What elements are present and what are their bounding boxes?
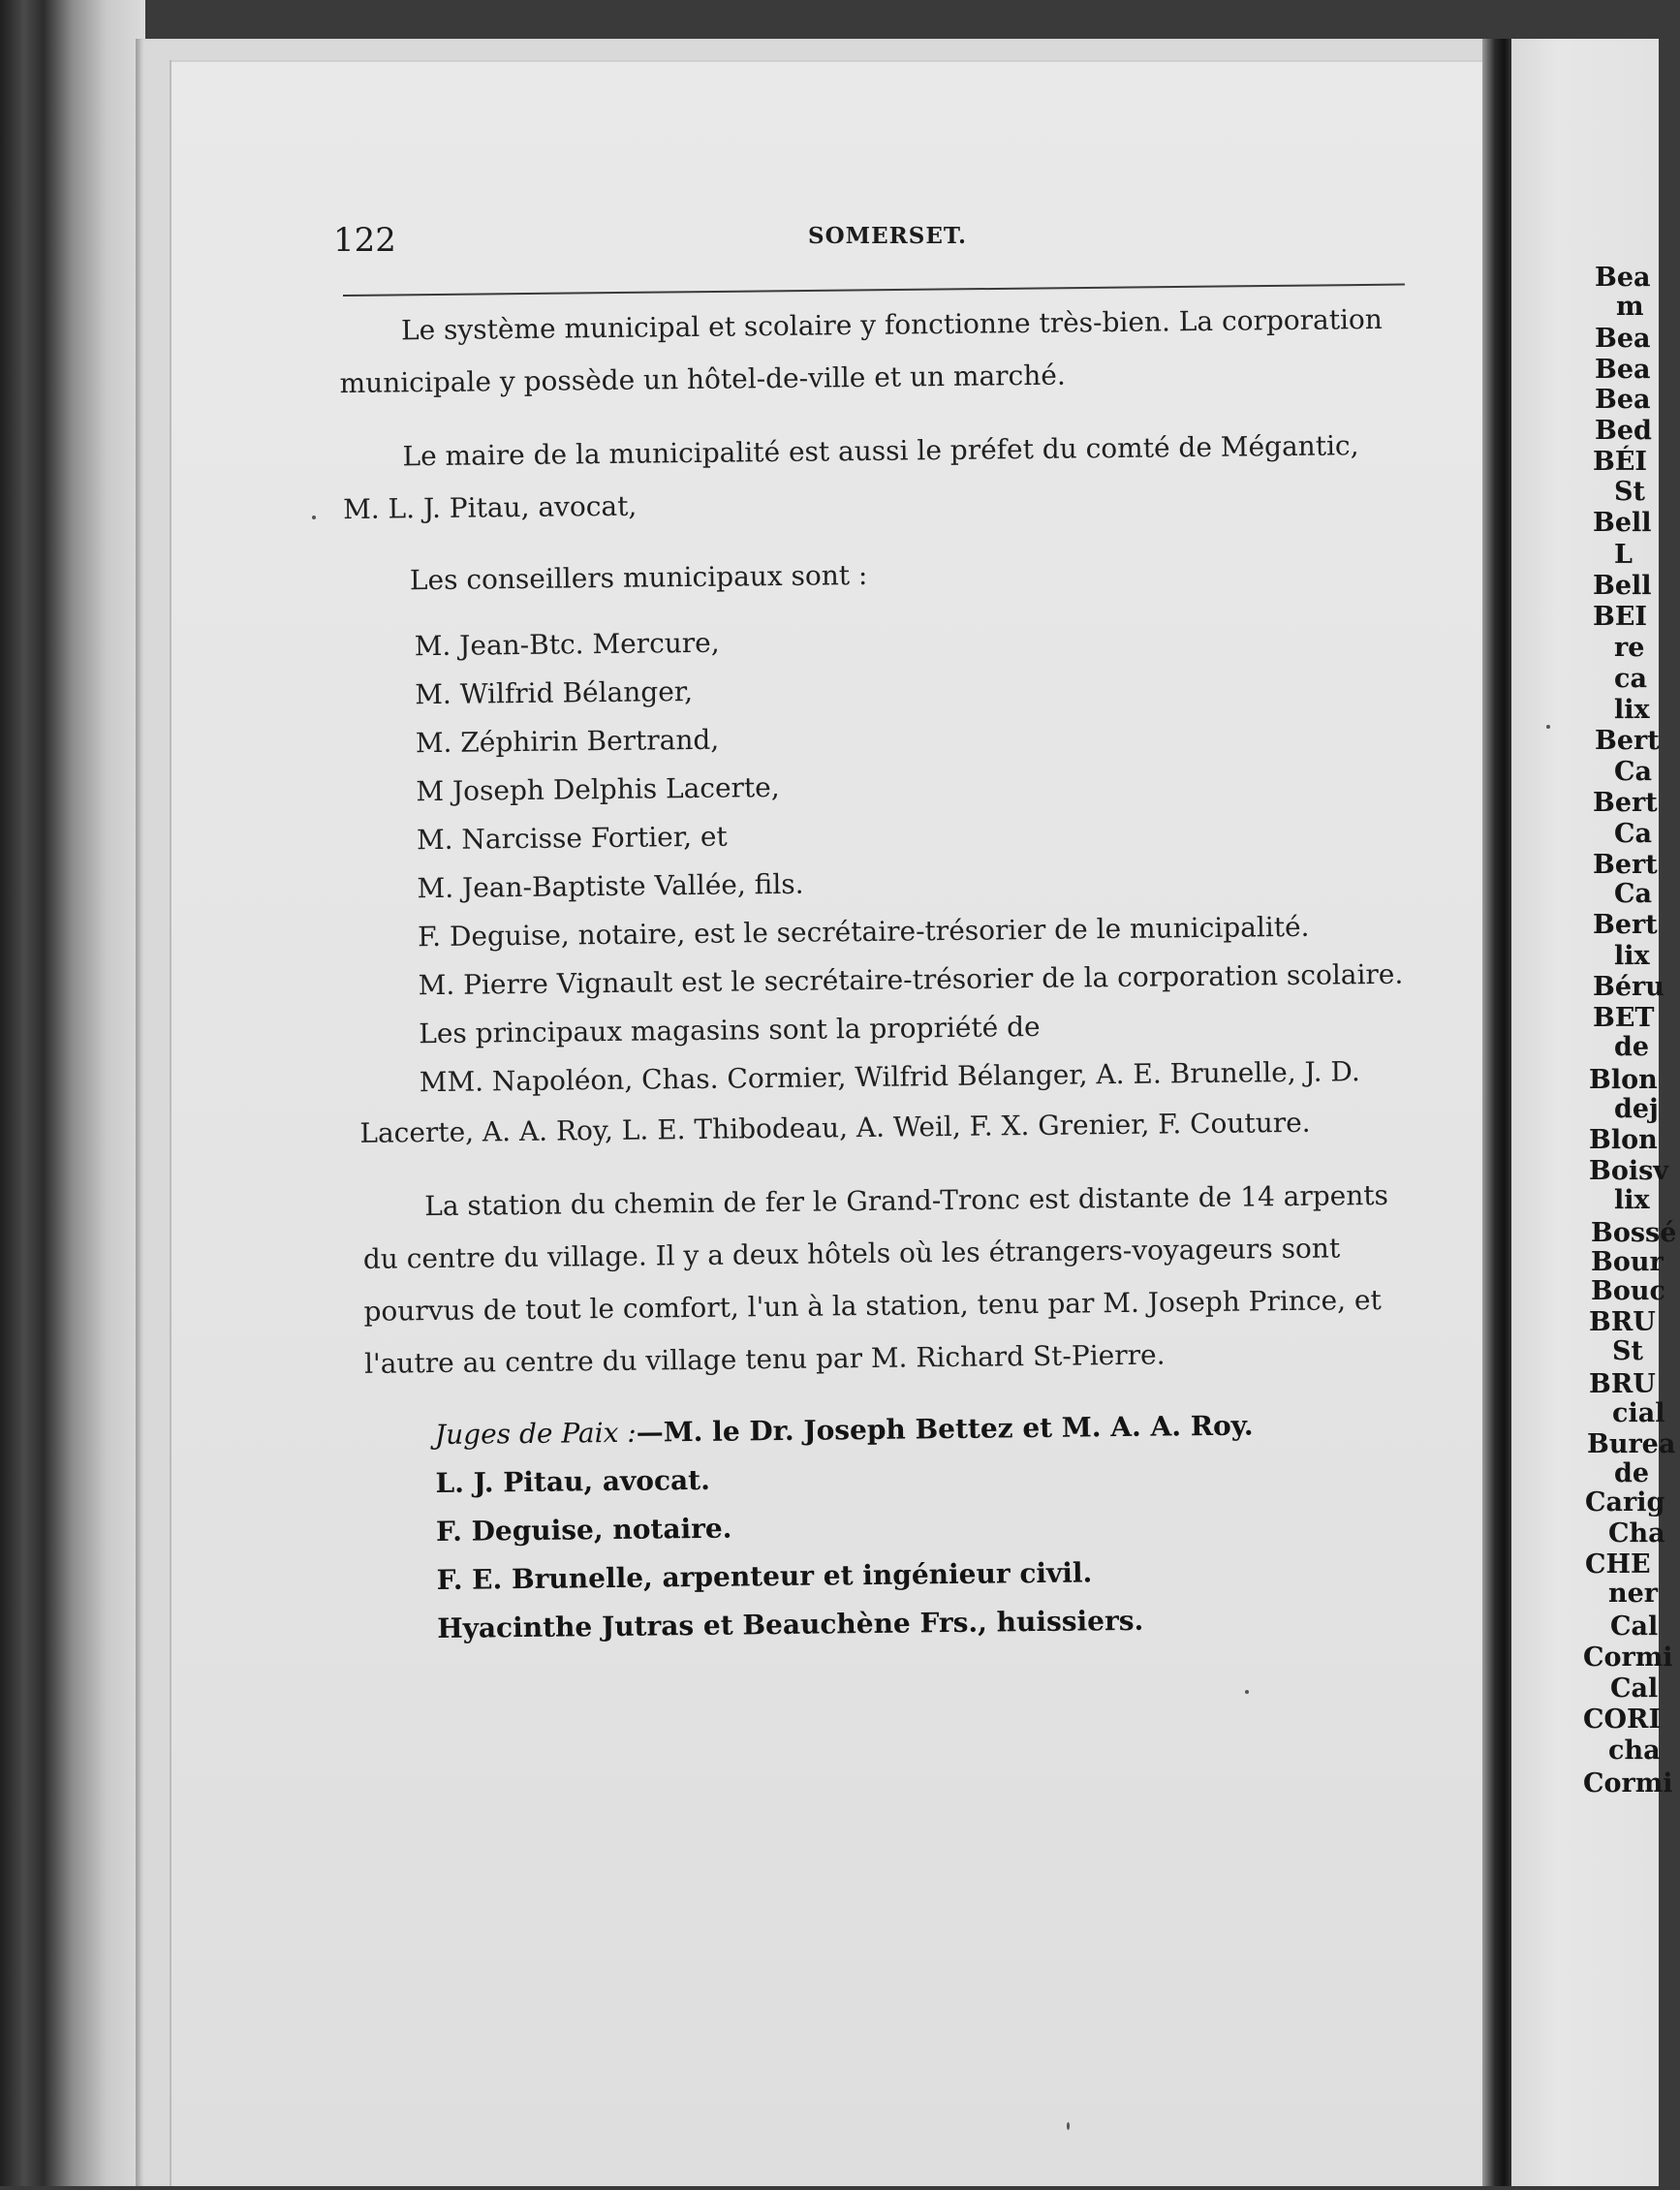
paragraph-mayor-line-2: M. L. J. Pitau, avocat, (342, 489, 638, 526)
facing-page-line: m (1616, 292, 1644, 322)
facing-page-line: Bossé (1591, 1218, 1677, 1248)
running-title: SOMERSET. (808, 223, 968, 249)
facing-page-line: Bouc (1591, 1276, 1665, 1306)
facing-page-line: Bell (1593, 571, 1652, 601)
councillor-item: M. Narcisse Fortier, et (416, 820, 728, 857)
facing-page-line: St (1614, 477, 1645, 507)
facing-page-line: Bea (1595, 385, 1651, 415)
facing-page-line: CORI (1583, 1705, 1662, 1735)
paragraph-municipal-line-1: Le système municipal et scolaire y fonctionne très-bien. La corporation (400, 302, 1384, 347)
facing-page-line: Bea (1595, 263, 1651, 293)
station-line-2: du centre du village. Il y a deux hôtels où les étrangers-voyageurs sont (362, 1232, 1341, 1275)
facing-page-line: BÉI (1593, 447, 1648, 477)
secretary-school: M. Pierre Vignault est le secrétaire-trésorier de la corporation scolaire. (418, 957, 1404, 1002)
councillors-intro: Les conseillers municipaux sont : (409, 558, 868, 597)
facing-page-line: L (1614, 540, 1633, 570)
councillor-item: M. Jean-Btc. Mercure, (414, 626, 720, 663)
facing-page-line: Blon (1589, 1065, 1658, 1095)
secretary-municipal: F. Deguise, notaire, est le secrétaire-trésorier de le municipalité. (417, 910, 1310, 954)
councillor-item: M. Jean-Baptiste Vallée, fils. (417, 867, 804, 905)
stores-line-2: Lacerte, A. A. Roy, L. E. Thibodeau, A. Weil, F. X. Grenier, F. Couture. (359, 1106, 1311, 1149)
page-number: 122 (333, 221, 396, 260)
paragraph-municipal-line-2: municipale y possède un hôtel-de-ville et un marché. (339, 359, 1066, 400)
stores-intro: Les principaux magasins sont la propriété de (419, 1010, 1041, 1050)
facing-page-line: Boisv (1589, 1156, 1668, 1186)
facing-page-line: BET (1593, 1003, 1655, 1033)
facing-page-line: cha (1608, 1736, 1661, 1766)
facing-page-line: Cal (1610, 1674, 1659, 1704)
paragraph-mayor-line-1: Le maire de la municipalité est aussi le préfet du comté de Mégantic, (402, 429, 1359, 473)
councillor-item: M. Zéphirin Bertrand, (415, 723, 720, 760)
scan-speck (1067, 2122, 1070, 2130)
councillor-item: M. Wilfrid Bélanger, (415, 674, 694, 711)
facing-page-line: lix (1614, 941, 1650, 971)
scan-speck (1245, 1690, 1249, 1694)
facing-page-line: Carig (1585, 1487, 1665, 1517)
facing-page-line: Bea (1595, 355, 1651, 385)
facing-page-line: Béru (1593, 972, 1664, 1002)
facing-page-line: ner (1608, 1579, 1659, 1609)
facing-page-fragment (1511, 39, 1677, 2186)
facing-page-line: BRU (1589, 1307, 1656, 1337)
professional-item: Hyacinthe Jutras et Beauchène Frs., huissiers. (437, 1604, 1144, 1645)
facing-page-line: lix (1614, 695, 1650, 725)
facing-page-line: Cha (1608, 1518, 1665, 1549)
facing-page-line: BEI (1593, 602, 1648, 632)
book-gutter (1482, 39, 1513, 2186)
councillor-item: M Joseph Delphis Lacerte, (416, 770, 780, 808)
station-line-3: pourvus de tout le comfort, l'un à la station, tenu par M. Joseph Prince, et (363, 1283, 1382, 1328)
facing-page-line: BRU (1589, 1369, 1656, 1399)
facing-page-line: Burea (1587, 1429, 1676, 1459)
facing-page-line: de (1614, 1458, 1650, 1488)
professional-item: F. Deguise, notaire. (435, 1512, 732, 1549)
stores-line-1: MM. Napoléon, Chas. Cormier, Wilfrid Bélanger, A. E. Brunelle, J. D. (419, 1055, 1360, 1099)
facing-page-line: Bert (1593, 788, 1658, 818)
facing-page-line: re (1614, 633, 1645, 663)
facing-page-line: Bert (1595, 726, 1660, 756)
facing-page-line: Bed (1595, 416, 1652, 446)
facing-page-line: Blon (1589, 1125, 1658, 1155)
facing-page-line: cial (1612, 1398, 1665, 1428)
station-line-1: La station du chemin de fer le Grand-Tronc est distante de 14 arpents (424, 1178, 1389, 1223)
facing-page-line: ca (1614, 664, 1647, 694)
scan-speck (312, 516, 316, 519)
facing-page-line: CHE (1585, 1549, 1651, 1580)
facing-page-line: Bert (1593, 850, 1658, 880)
facing-page-line: Bert (1593, 910, 1658, 940)
facing-page-line: Bea (1595, 324, 1651, 354)
facing-page-line: Bour (1591, 1247, 1664, 1277)
facing-page-line: Ca (1614, 819, 1652, 849)
facing-page-line: Ca (1614, 879, 1652, 909)
facing-page-line: lix (1614, 1185, 1650, 1215)
facing-page-line: Ca (1614, 757, 1652, 787)
professional-item: F. E. Brunelle, arpenteur et ingénieur civil. (436, 1556, 1093, 1597)
station-line-4: l'autre au centre du village tenu par M. Richard St-Pierre. (363, 1338, 1166, 1380)
facing-page-line: Cormi (1583, 1642, 1673, 1673)
juges-label: Juges de Paix : (434, 1416, 637, 1452)
facing-page-line: Cormi (1583, 1768, 1673, 1799)
facing-page-line: St (1612, 1336, 1643, 1366)
facing-page-line: de (1614, 1032, 1650, 1062)
facing-page-line: Cal (1610, 1611, 1659, 1642)
professional-item: L. J. Pitau, avocat. (435, 1463, 711, 1500)
facing-page-line: dej (1614, 1094, 1659, 1124)
juges-de-paix (435, 1410, 1254, 1451)
juges-names: —M. le Dr. Joseph Bettez et M. A. A. Roy. (636, 1409, 1254, 1449)
scan-speck (1546, 725, 1550, 729)
facing-page-line: Bell (1593, 508, 1652, 538)
